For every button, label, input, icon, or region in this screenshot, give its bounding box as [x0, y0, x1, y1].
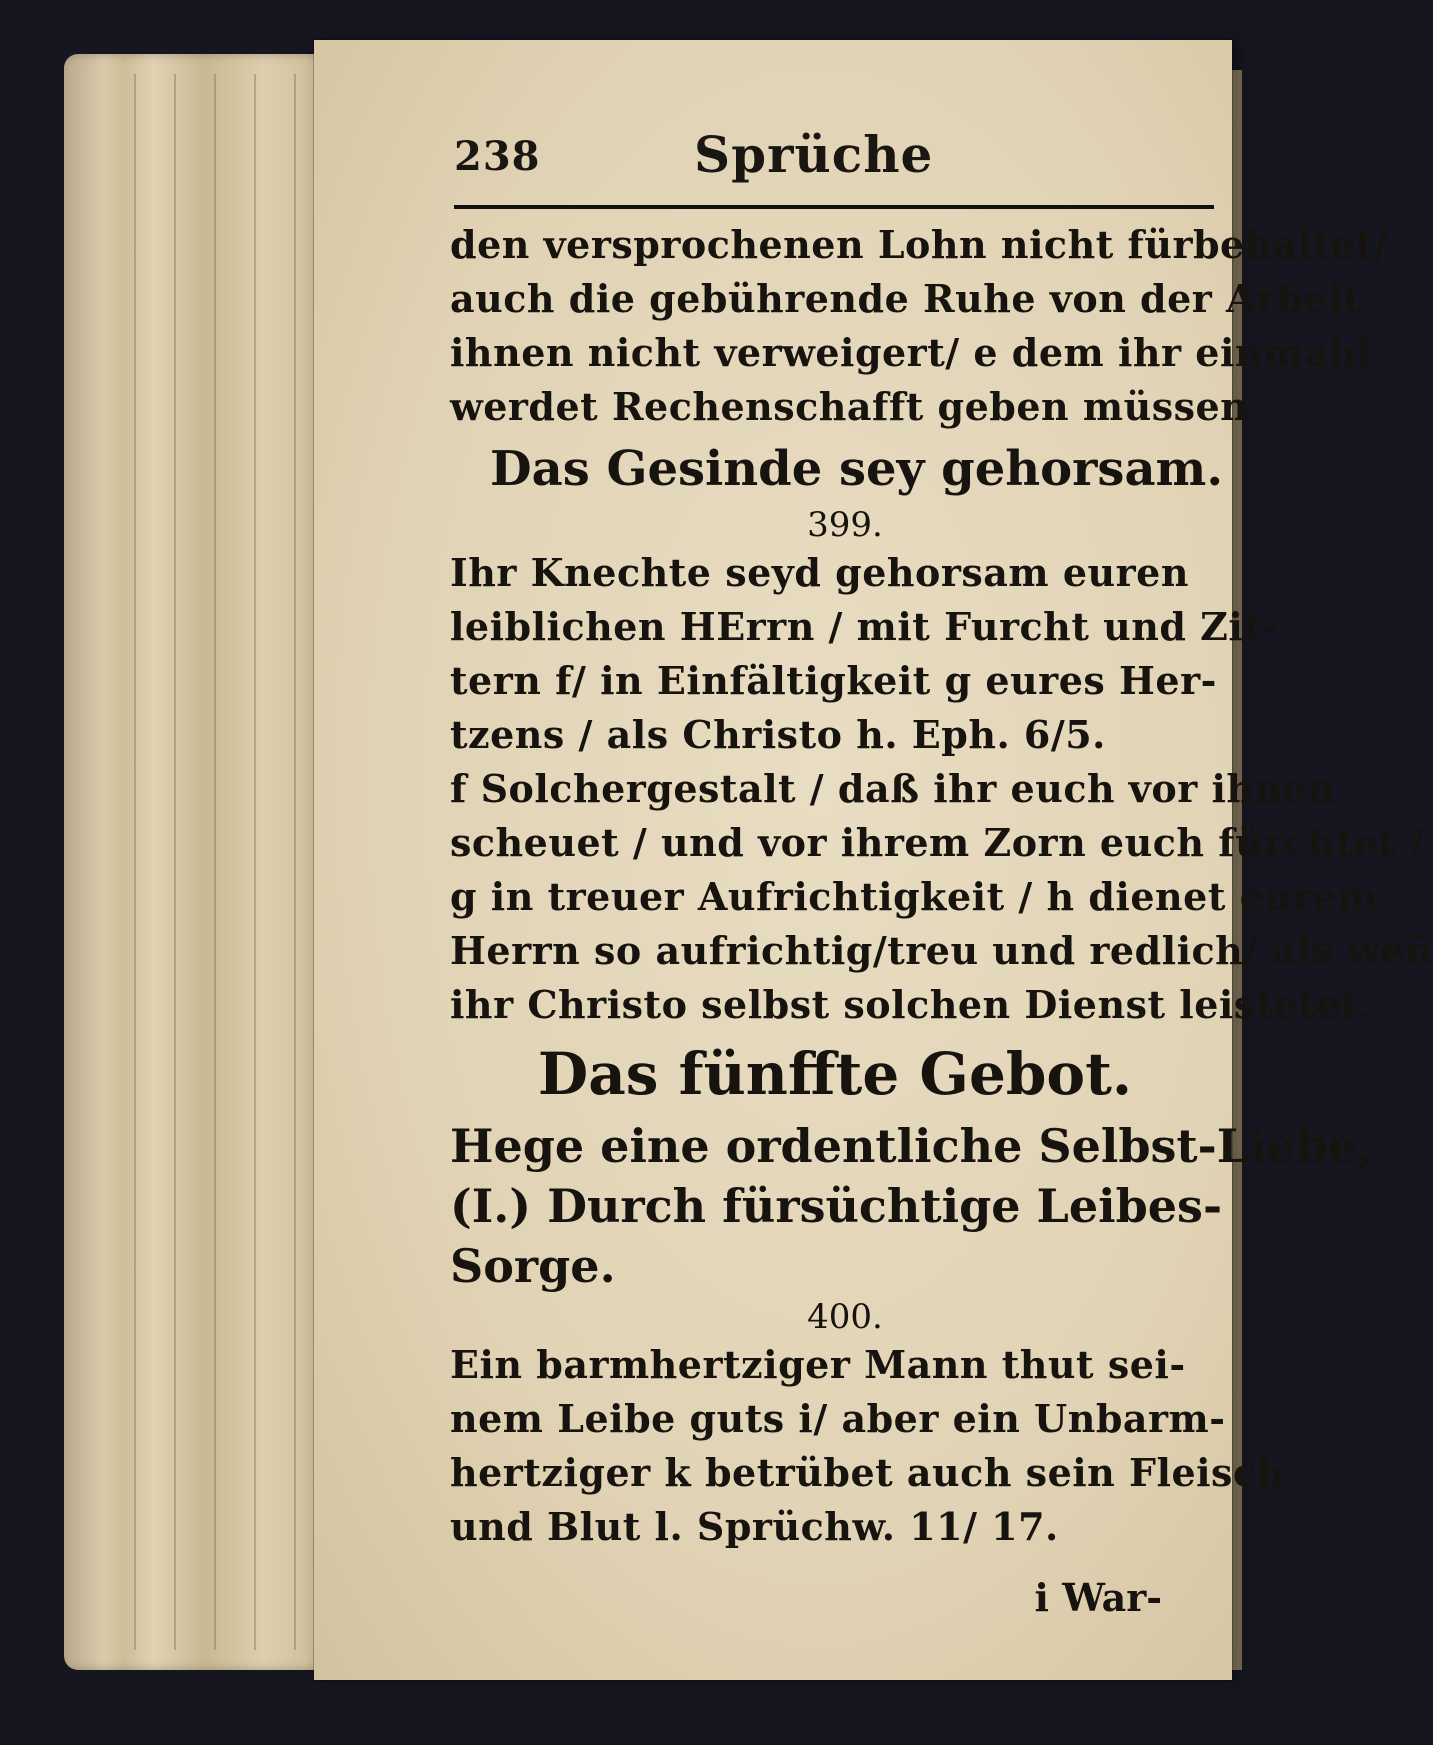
text-line: scheuet / und vor ihrem Zorn euch fürchtet / — [450, 820, 1425, 865]
catchword: i War- — [1034, 1575, 1162, 1620]
text-line: tern f/ in Einfältigkeit g eures Her- — [450, 658, 1217, 703]
big-heading: Das fünffte Gebot. — [537, 1040, 1133, 1108]
text-line: werdet Rechenschafft geben müssen. — [450, 384, 1263, 429]
running-head: Sprüche — [694, 125, 934, 184]
text-line: nem Leibe guts i/ aber ein Unbarm- — [450, 1396, 1226, 1441]
text-line: den versprochenen Lohn nicht fürbehaltet/ — [450, 222, 1389, 267]
num: 400. — [807, 1297, 883, 1337]
sub-heading: Sorge. — [450, 1239, 616, 1293]
page-text-body — [450, 218, 1433, 1554]
book-page — [314, 40, 1433, 1680]
page-header — [454, 115, 1214, 209]
text-line: hertziger k betrübet auch sein Fleisch — [450, 1450, 1285, 1495]
text-line: Ein barmhertziger Mann thut sei- — [450, 1342, 1186, 1387]
sub-heading: Hege eine ordentliche Selbst-Liebe, — [450, 1119, 1374, 1173]
page-number: 238 — [454, 133, 541, 180]
text-line: Ihr Knechte seyd gehorsam euren — [450, 550, 1189, 595]
text-line: ihr Christo selbst solchen Dienst leistetet. — [450, 982, 1373, 1027]
text-line: Herrn so aufrichtig/treu und redlich/ als weñ — [450, 928, 1433, 973]
open-book — [60, 40, 1433, 1690]
text-line: und Blut l. Sprüchw. 11/ 17. — [450, 1504, 1059, 1549]
text-line: leiblichen HErrn / mit Furcht und Zit- — [450, 604, 1278, 649]
num: 399. — [807, 505, 883, 545]
text-line: g in treuer Aufrichtigkeit / h dienet eurem — [450, 874, 1379, 919]
text-line: tzens / als Christo h. Eph. 6/5. — [450, 712, 1106, 757]
heading: Das Gesinde sey gehorsam. — [490, 441, 1224, 497]
text-line: auch die gebührende Ruhe von der Arbeit — [450, 276, 1362, 321]
text-line: f Solchergestalt / daß ihr euch vor ihnen — [450, 766, 1336, 811]
sub-heading: (I.) Durch fürsüchtige Leibes- — [450, 1179, 1223, 1233]
text-line: ihnen nicht verweigert/ e dem ihr einmahl — [450, 330, 1372, 375]
